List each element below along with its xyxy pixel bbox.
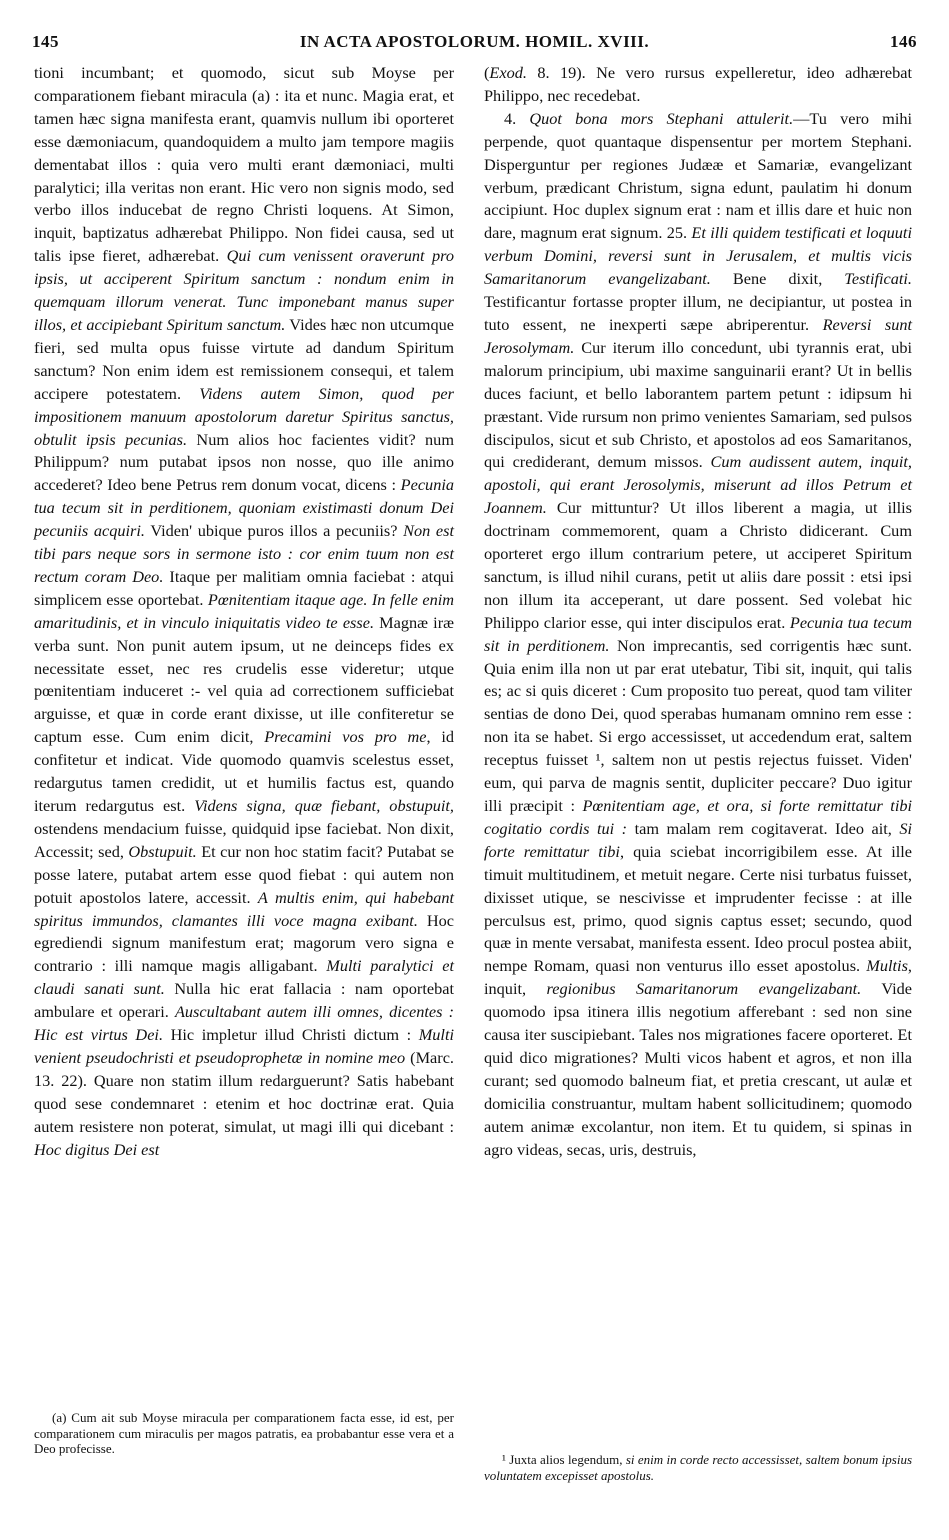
- italic-quote: Obstupuit.: [128, 841, 197, 861]
- italic-quote: Auscultabant autem illi omnes, dicentes : Hic est virtus Dei.: [34, 1002, 455, 1045]
- italic-quote: Multi venient pseudochristi et pseudoprophetæ in nomine meo: [34, 1025, 454, 1067]
- text-run: Hic impletur illud Christi dictum :: [163, 1025, 419, 1045]
- paragraph: [484, 62, 912, 108]
- text-run: Cur iterum illo concedunt, ubi tyrannis erat, ubi malorum principium, ubi maxime sanguinarii erant? Ut in bellis duces faciunt, et bello laborantem partem petunt : idipsum hi præstant. Vide rursum non primo venientes Samariam, sed pulsos discipulos, sicut et sub Christo, et apostolos ad eos Samaritanos, qui crediderant, demum missos.: [484, 337, 912, 472]
- footnote-right-pre: ¹ Juxta alios legendum,: [502, 1452, 626, 1467]
- text-run: Vides hæc non utcumque fieri, sed multa opus fuisse virtute ad dandum Spiritum sanctum? Non enim idem est remissionem consequi, et talem accipere potestatem.: [34, 314, 454, 403]
- italic-quote: Pœnitentiam age, et ora, si forte remittatur tibi cogitatio cordis tui :: [484, 796, 913, 838]
- text-run: 8. 19). Ne vero rursus expelleretur, ideo adhærebat Philippo, nec recedebat.: [484, 63, 912, 105]
- text-run: Testificantur fortasse propter illum, ne decipiantur, ut postea in tuto essent, ne inexperti sæpe abriperentur.: [484, 292, 912, 334]
- left-column: [34, 62, 454, 1162]
- text-run: ostendens mendacium fuisse, quidquid ipse faciebat. Non dixit, Accessit; sed,: [34, 818, 454, 861]
- footnote-right-text: [484, 1452, 912, 1483]
- italic-quote: Exod.: [489, 63, 527, 82]
- text-run: Cur mittuntur? Ut illos liberent a magia, ut illis doctrinam commemorent, quam a Christo didicerant. Cum oporteret ergo illum contrarium petere, ut acciperet Spiritum sanctum, is illud nihil curans, petit ut aliis dare possit : etsi ipsi non illum ita acceperant, ut dare possent. Sed volebat hic Philippo clarior esse, qui inter discipulos erat.: [484, 498, 912, 632]
- text-run: , inquit,: [484, 956, 912, 999]
- italic-quote: Multis: [866, 956, 908, 976]
- italic-quote: Non est tibi pars neque sors in sermone isto : cor enim tuum non est rectum coram Deo.: [34, 521, 454, 586]
- italic-quote: Cum audissent autem, inquit, apostoli, qui erant Jerosolymis, miserunt ad illos Petrum et Joannem.: [484, 452, 912, 518]
- text-run: (: [484, 63, 490, 82]
- text-run: tioni incumbant; et quomodo, sicut sub Moyse per comparationem fiebant miracula (a) : ita et nunc. Magia erat, et tamen hæc signa manifesta erant, quamvis nullum ibi oporteret esse dæmoniacum, quandoquidem a multo jam tempore magiis dementabat illos : quia vero multi erant dæmoniaci, multi paralytici; illa veritas non erant. Hic vero non signis modo, sed verbo illos inducebat de regno Christi loquens. At Simon, inquit, baptizatus adhærebat Philippo. Non fidei causa, sed ut talis ipse fieret, adhærebat.: [34, 63, 454, 266]
- italic-quote: A multis enim, qui habebant spiritus immundos, clamantes illi voce magna exibant.: [34, 887, 454, 930]
- italic-quote: Quot bona mors Stephani attulerit.: [529, 108, 794, 128]
- italic-quote: Reversi sunt Jerosolymam.: [484, 314, 912, 357]
- running-header: [32, 32, 917, 58]
- text-run: (Marc. 13. 22). Quare non statim illum redarguerunt? Satis habebant quod sese condemnaret : etenim et hoc doctrinæ erat. Quia autem resistere non poterat, simulat, ut magi illi qui dicebant :: [34, 1047, 454, 1136]
- italic-quote: Multi paralytici et claudi sanati sunt.: [34, 956, 455, 999]
- text-run: —Tu vero mihi perpende, quot quantaque dispensentur per mortem Stephani. Disperguntur per regiones Judææ et Samariæ, evangelizant verbum, prædicant Christum, signa edunt, paulatim hi donum accipiunt. Hoc duplex signum erat : nam et illis dare et huic non dare, magnum erat signum. 25.: [484, 108, 913, 243]
- italic-quote: Et illi quidem testificati et loquuti verbum Domini, reversi sunt in Jerusalem, et multis vicis Samaritanorum evangelizabant.: [484, 223, 912, 289]
- italic-quote: Qui cum venissent oraverunt pro ipsis, ut acciperent Spiritum sanctum : nondum enim in quemquam illorum venerat. Tunc imponebant manus super illos, et accipiebant Spiritum sanctum.: [34, 246, 455, 334]
- text-run: Et cur non hoc statim facit? Putabat se posse latere, putabat artem esse quod fiebat : qui autem non potuit apostolos latere, accessit.: [34, 841, 455, 907]
- text-run: Magnæ iræ verba sunt. Non punit autem ipsum, ut ne deinceps fides ex necessitate esset, nec res crudelis esse videretur; utque pœnitentiam induceret :- vel quia ad correctionem sufficiebat arguisse, et quæ in corde erant dixisse, ut ille confiteretur se captum esse. Cum enim dicit,: [34, 612, 454, 747]
- italic-quote: Si forte remittatur tibi: [484, 818, 912, 861]
- italic-quote: Pecunia tua tecum sit in perditionem, quoniam existimasti donum Dei pecuniis acquiri.: [34, 475, 454, 541]
- text-run: tam malam rem cogitaverat. Ideo ait,: [627, 818, 900, 838]
- text-run: Vide quomodo ipsa itinera illis negotium afferebant : sed non sine causa iter suscipiebant. Tales nos migrationes facere oporteret. Et quid dico migrationes? Multi vicos habent et agros, et non illa curant; sed quomodo balneum fiat, et pretia crescant, ut aulæ et domicilia construantur, multam habent sollicitudinem; quomodo autem animæ excolantur, non item. Et tu quidem, si spinas in agro videas, secas, uris, destruis,: [484, 979, 913, 1159]
- footnote-left: [34, 1410, 454, 1457]
- text-run: Nulla hic erat fallacia : nam oportebat ambulare et operari.: [34, 979, 454, 1022]
- italic-quote: Hoc digitus Dei est: [34, 1139, 160, 1159]
- italic-quote: Videns autem Simon, quod per impositionem manuum apostolorum daretur Spiritus sanctus, obtulit ipsis pecunias.: [34, 383, 454, 449]
- italic-quote: Videns signa, quæ fiebant, obstupuit,: [194, 796, 454, 815]
- right-column: [484, 62, 912, 1162]
- italic-quote: Precamini vos pro me: [264, 727, 427, 747]
- page-number-right: 146: [890, 32, 917, 51]
- footnote-left-text: (a) Cum ait sub Moyse miracula per comparationem facta esse, id est, per comparationem cum miraculis per magos patratis, ea probabantur esse vera et a Deo profecisse.: [34, 1410, 454, 1456]
- italic-quote: regionibus Samaritanorum evangelizabant.: [546, 979, 862, 999]
- text-run: , id confitetur et indicat. Vide quomodo quamvis scelestus esset, redargutus tamen credidit, ut et humilis factus est, quando iterum redargutus est.: [34, 727, 454, 815]
- page-number-left: 145: [32, 32, 59, 51]
- italic-quote: Pecunia tua tecum sit in perditionem.: [484, 612, 913, 655]
- text-run: Viden' ubique puros illos a pecuniis?: [145, 521, 404, 541]
- footnote-right-italic: si enim in corde recto accessisset, saltem bonum ipsius voluntatem excepisset apostolus.: [484, 1452, 913, 1483]
- running-title: IN ACTA APOSTOLORUM. HOMIL. XVIII.: [299, 32, 650, 51]
- italic-quote: Pœnitentiam itaque age. In felle enim amaritudinis, et in vinculo iniquitatis video te esse.: [34, 589, 454, 632]
- text-run: , quia sciebat incorrigibilem esse. At ille timuit multitudinem, et metuit negare. Certe nisi turbatus fuisset, dixisset utique, se nescivisse et imprudenter fecisse : at ille perculsus est, primo, quod signis captus esset; secundo, quod quæ in mente versabat, manifesta essent. Ideo procul postea abiit, nempe Romam, quasi non venturus illo esset apostolus.: [484, 841, 912, 976]
- footnote-right: [484, 1452, 912, 1483]
- text-run: Itaque per malitiam omnia faciebat : atqui simplicem esse oportebat.: [34, 566, 455, 609]
- paragraph: [484, 108, 912, 1162]
- paragraph: [34, 62, 454, 1162]
- text-run: Bene dixit,: [710, 269, 845, 289]
- text-run: Hoc egrediendi signum manifestum erat; magorum vero signa e contrario : illi namque magis alligabant.: [34, 910, 454, 976]
- text-run: Num alios hoc facientes vidit? num Philippum? num putabat ipsos non nosse, quo ille animo accederet? Ideo bene Petrus rem donum vocat, dicens :: [34, 429, 454, 495]
- text-run: Non imprecantis, sed corrigentis hæc sunt. Quia enim illa non ut par erat utebatur, Tibi sit, inquit, qui talis es; ac si quis diceret : Cum proposito tuo pereat, quod tam viliter sentias de dono Dei, quod sperabas humanam omnino rem esse : non ita se habet. Si ergo accessisset, ut accedendum erat, saltem receptus fuisset ¹, saltem non ut pestis rejectus fuisset. Viden' eum, qui parva de magnis sentit, dupliciter peccare? Duo igitur illi præcipit :: [484, 635, 912, 815]
- italic-quote: Testificati.: [844, 269, 912, 289]
- text-run: 4.: [504, 108, 530, 128]
